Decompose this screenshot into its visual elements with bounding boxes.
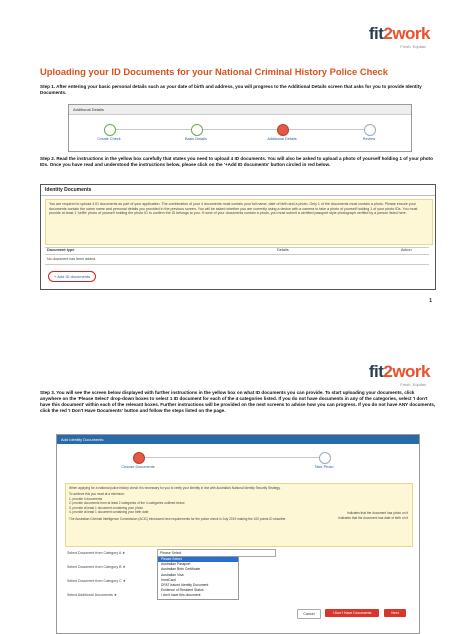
page-title: Uploading your ID Documents for your National Criminal History Police Check xyxy=(40,66,388,77)
table-header-border xyxy=(45,254,429,255)
step-circle-additional xyxy=(277,124,289,136)
step-label-basic: Basic Details xyxy=(185,137,207,141)
cancel-button[interactable]: Cancel xyxy=(297,609,321,619)
col-action: Action xyxy=(401,248,412,252)
instr-line-5: 4. provide at least 1 document containing your birth date xyxy=(69,510,149,515)
identity-documents-header: Identity Documents xyxy=(45,187,92,193)
add-id-documents-button[interactable]: + Add ID documents xyxy=(48,271,96,282)
instr-line-1: To achieve this you must at a minimum: xyxy=(69,492,125,497)
modal-instructions-box xyxy=(65,483,413,547)
instr-line-2: 1. provide 4 documents xyxy=(69,496,103,501)
modal-progress-line xyxy=(137,457,327,458)
instr-line-3: 2. provide documents from at least 2 categories of the 4 categories outlined below xyxy=(69,501,185,506)
step-circle-basic xyxy=(191,124,203,136)
logo-subtitle-2: Fresh. Equifax xyxy=(400,382,426,387)
modal-step-circle-photo xyxy=(319,452,331,464)
progress-line xyxy=(109,129,369,130)
identity-instructions-box: You are required to upload 4 ID documents as part of your application. The combination of your 4 documents must contain your full name, date of birth and a photo. Only 1 of the documents must contain a photo. Please ensure your documents contain the same name and personal details you provided in the previous screen. You will be asked whether you are currently using a device with a camera to take a photo of yourself holding 1 of your photo IDs. You must provide at least 1 'selfie' photo of yourself holding the photo ID to confirm the ID belongs to you. If none of your documents contain a photo, you must submit a certified passport style photograph verified by a person listed here. xyxy=(45,199,433,245)
add-identity-documents-modal xyxy=(56,434,420,634)
category-a-label: Select Document from Category A ★ xyxy=(67,551,126,555)
step-3-text: Step 3. You will see the screen below displayed with further instructions in the yellow box on what ID documents you can provide. To start uploading your documents, click anywhere on the 'Please Select' drop-down boxes to select 1 ID document for each of the 4 categories listed. If you do not have documents in any of the categories, select 'I don't have this document' within each of the relevant boxes. Further instructions will be provided on the next screens to advise how you can progress. If you do not have ANY documents, click the red 'I Don't Have Documents' button and follow the steps listed on the page. xyxy=(40,390,436,413)
category-a-select[interactable]: Please Select xyxy=(157,549,276,557)
additional-details-header: Additional Details xyxy=(69,105,411,115)
option-immicard[interactable]: ImmiCard xyxy=(161,577,176,582)
step-circle-review xyxy=(364,124,376,136)
additional-docs-label: Select Additional Documents ★ xyxy=(67,593,117,597)
identity-documents-screenshot xyxy=(40,184,436,290)
step-label-review: Review xyxy=(362,137,376,141)
option-please-select[interactable]: Please Select xyxy=(158,557,238,562)
option-birth-cert[interactable]: Australian Birth Certificate xyxy=(161,567,201,572)
table-top-border xyxy=(45,247,429,248)
logo-subtitle: Fresh. Equifax xyxy=(400,44,426,49)
modal-step-circle-choose xyxy=(133,452,145,464)
step-2-text: Step 2. Read the instructions in the yellow box carefully that states you need to upload 4 ID documents. You will also be asked to upload a photo of yourself holding 1 of your photo IDs. Once you have read and understood the instructions below, please click on the '+Add ID documents' button circled in red below. xyxy=(40,156,433,167)
instr-line-6: The Australian Criminal Intelligence Commission (ACIC) introduced new requirements for the police check in July 2019 making the 100 points ID obsolete. xyxy=(69,517,287,522)
category-c-label: Select Document from Category C ★ xyxy=(67,579,126,583)
option-no-document[interactable]: I don't have this document xyxy=(161,593,201,598)
option-visa[interactable]: Australian Visa xyxy=(161,572,184,577)
no-documents-button[interactable]: I Don't Have Documents xyxy=(325,609,379,617)
fit2work-logo-2: fit2work xyxy=(368,362,430,381)
progress-screenshot xyxy=(68,104,412,152)
modal-step-photo: Take Photo xyxy=(314,465,334,469)
table-bottom-border xyxy=(45,264,429,265)
empty-table-message: No document has been added. xyxy=(47,257,97,261)
instr-line-4: 3. provide at least 1 document containing your photo xyxy=(69,505,144,510)
step-1-text: Step 1. After entering your basic personal details such as your date of birth and address, you will progress to the Additional Details screen that asks for you to provide Identity Documents. xyxy=(40,84,422,95)
modal-step-choose: Choose Documents xyxy=(121,465,155,469)
option-resident-status[interactable]: Evidence of Resident Status xyxy=(161,588,204,593)
page-2 xyxy=(0,340,474,632)
fit2work-logo: fit2work xyxy=(368,24,430,43)
category-b-label: Select Document from Category B ★ xyxy=(67,565,126,569)
step-circle-create xyxy=(104,124,116,136)
option-dfat[interactable]: DFAT issued Identity Document xyxy=(161,583,209,588)
category-a-dropdown xyxy=(157,556,239,600)
legend-dob: Indicates that the document has date of birth on it xyxy=(338,516,408,520)
legend-photo: Indicates that the document has photo on it xyxy=(347,511,408,515)
step-label-create: Create Check xyxy=(97,137,121,141)
next-button[interactable]: Next xyxy=(384,609,406,617)
col-document-type: Document type xyxy=(47,248,75,252)
modal-header: Add Identity Documents xyxy=(57,435,419,444)
col-details: Details xyxy=(277,248,289,252)
header-divider xyxy=(41,195,435,196)
instr-line-0: When applying for a national police history check it is necessary for you to verify your identity in line with Australia's National Identity Security Strategy. xyxy=(69,486,281,490)
page-number: 1 xyxy=(429,298,432,304)
step-label-additional: Additional Details xyxy=(267,137,297,141)
option-passport[interactable]: Australian Passport xyxy=(161,562,191,567)
